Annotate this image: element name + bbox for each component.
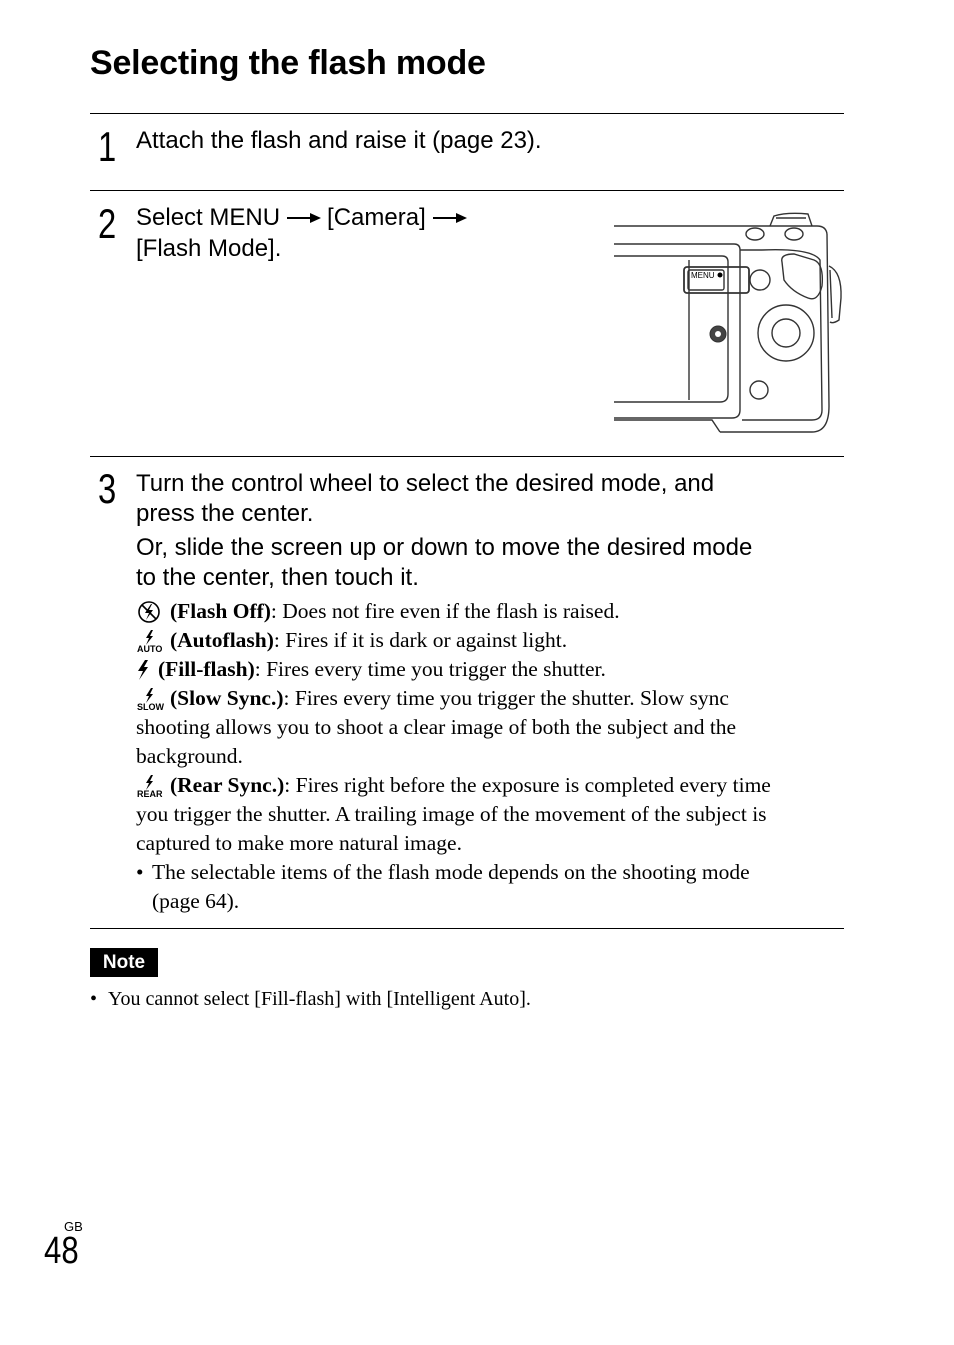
mode-description-line: captured to make more natural image. <box>136 831 462 855</box>
note-badge: Note <box>90 948 158 977</box>
step-1-text: Attach the flash and raise it (page 23). <box>136 127 542 154</box>
arrow-right-icon <box>286 211 322 225</box>
mode-description: : Fires right before the exposure is completed every time <box>284 773 771 797</box>
slow-sync-icon <box>136 687 162 713</box>
mode-description: : Does not fire even if the flash is raised. <box>270 599 620 623</box>
icon-label: SLOW <box>137 702 164 713</box>
camera-back-illustration <box>612 210 844 436</box>
divider <box>90 113 844 114</box>
step-number: 3 <box>98 465 117 512</box>
mode-name: (Autoflash) <box>170 628 274 652</box>
mode-autoflash <box>136 626 567 655</box>
step-3-line: Or, slide the screen up or down to move the desired mode <box>136 534 753 561</box>
autoflash-icon <box>136 629 162 655</box>
fill-flash-icon <box>136 659 150 681</box>
mode-name: (Slow Sync.) <box>170 686 284 710</box>
step-number: 2 <box>98 200 117 247</box>
page-title: Selecting the flash mode <box>90 44 486 82</box>
mode-description-line: shooting allows you to shoot a clear image of both the subject and the <box>136 715 737 739</box>
divider <box>90 456 844 457</box>
mode-name: (Fill-flash) <box>158 657 255 681</box>
bullet-text: The selectable items of the flash mode depends on the shooting mode <box>152 860 750 884</box>
icon-label: AUTO <box>137 644 163 655</box>
arrow-right-icon <box>432 211 468 225</box>
step-3-line: Turn the control wheel to select the desired mode, and <box>136 470 715 497</box>
divider <box>90 928 844 929</box>
region-code: GB <box>64 1219 83 1234</box>
step-2-line-2: [Flash Mode]. <box>136 235 282 262</box>
page-number: 48 <box>44 1230 79 1272</box>
camera-menu-label: MENU <box>691 271 715 280</box>
mode-description-line: background. <box>136 744 243 768</box>
bullet-icon: • <box>90 988 98 1010</box>
bullet-icon: • <box>136 860 144 884</box>
bullet-text-continued: (page 64). <box>152 889 240 913</box>
icon-label: REAR <box>137 789 163 800</box>
step-2-line-1 <box>136 203 473 233</box>
mode-rear-sync <box>136 771 771 800</box>
mode-fill-flash <box>136 655 606 684</box>
step-3-line: press the center. <box>136 500 314 527</box>
step-2-menu-text: Select MENU <box>136 204 281 231</box>
mode-name: (Rear Sync.) <box>170 773 285 797</box>
mode-description: : Fires every time you trigger the shutter. <box>254 657 606 681</box>
mode-description: : Fires every time you trigger the shutter. Slow sync <box>283 686 729 710</box>
bullet-item <box>136 858 750 887</box>
step-2-camera-text: [Camera] <box>327 204 426 231</box>
divider <box>90 190 844 191</box>
mode-description: : Fires if it is dark or against light. <box>273 628 568 652</box>
step-number: 1 <box>98 123 117 170</box>
note-item <box>90 986 531 1012</box>
step-3-line: to the center, then touch it. <box>136 564 419 591</box>
rear-sync-icon <box>136 774 162 800</box>
mode-flash-off <box>136 597 620 626</box>
mode-slow-sync <box>136 684 729 713</box>
mode-description-line: you trigger the shutter. A trailing image of the movement of the subject is <box>136 802 767 826</box>
mode-name: (Flash Off) <box>170 599 271 623</box>
flash-off-icon <box>136 600 162 624</box>
note-text: You cannot select [Fill-flash] with [Intelligent Auto]. <box>108 988 531 1010</box>
